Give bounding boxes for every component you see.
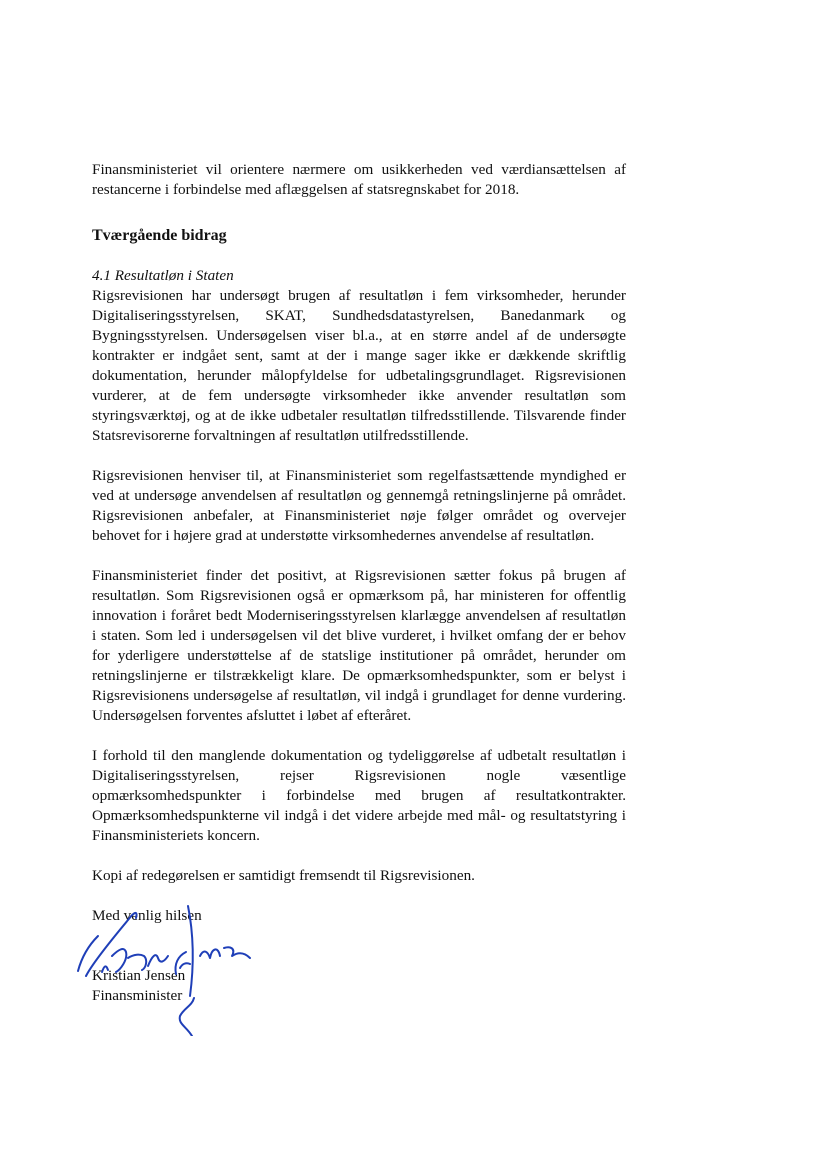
paragraph-1: Rigsrevisionen har undersøgt brugen af resultatløn i fem virksomheder, herunder Digitaliseringsstyrelsen, SKAT, Sundhedsdatastyrelsen, Banedanmark og Bygningsstyrelsen. Undersøgelsen viser bl.a., at en større andel af de undersøgte kontrakter er indgået sent, samt at der i mange sager ikke er dækkende skriftlig dokumentation, herunder målopfyldelse for udbetalingsgrundlaget. Rigsrevisionen vurderer, at de fem undersøgte virksomheder ikke anvender resultatløn som styringsværktøj, og at de ikke udbetaler resultatløn tilfredsstillende. Tilsvarende finder Statsrevisorerne forvaltningen af resultatløn utilfredsstillende. <box>92 287 626 444</box>
signer-name: Kristian Jensen <box>92 967 186 984</box>
paragraph-2: Rigsrevisionen henviser til, at Finansministeriet som regelfastsættende myndighed er ved at undersøge anvendelsen af resultatløn og gennemgå retningslinjerne på området. Rigsrevisionen anbefaler, at Finansministeriet nøje følger området og overvejer behovet for i højere grad at understøtte virksomhedernes anvendelse af resultatløn. <box>92 467 626 544</box>
copy-note: Kopi af redegørelsen er samtidigt fremsendt til Rigsrevisionen. <box>92 867 475 884</box>
section-heading: Tværgående bidrag <box>92 227 227 244</box>
intro-paragraph: Finansministeriet vil orientere nærmere om usikkerheden ved værdiansættelsen af restancerne i forbindelse med aflæggelsen af statsregnskabet for 2018. <box>92 161 626 198</box>
signature-block <box>92 906 626 1006</box>
subsection-heading: 4.1 Resultatløn i Staten <box>92 267 234 284</box>
paragraph-3: Finansministeriet finder det positivt, at Rigsrevisionen sætter fokus på brugen af resultatløn. Som Rigsrevisionen også er opmærksom på, har ministeren for offentlig innovation i foråret bedt Moderniseringsstyrelsen klarlægge anvendelsen af resultatløn i staten. Som led i undersøgelsen vil det blive vurderet, i hvilket omfang der er behov for yderligere understøttelse af de statslige institutioner på området, herunder om retningslinjerne er tilstrækkeligt klare. De opmærksomhedspunkter, som er belyst i Rigsrevisionens undersøgelse af resultatløn, vil indgå i grundlaget for denne vurdering. Undersøgelsen forventes afsluttet i løbet af efteråret. <box>92 567 626 724</box>
paragraph-4: I forhold til den manglende dokumentation og tydeliggørelse af udbetalt resultatløn i Digitaliseringsstyrelsen, rejser Rigsrevisionen nogle væsentlige opmærksomhedspunkter i forbindelse med brugen af resultatkontrakter. Opmærksomhedspunkterne vil indgå i det videre arbejde med mål- og resultatstyring i Finansministeriets koncern. <box>92 747 626 844</box>
letter-body <box>92 160 626 1006</box>
signer-title: Finansminister <box>92 987 183 1004</box>
closing-line: Med venlig hilsen <box>92 907 202 924</box>
